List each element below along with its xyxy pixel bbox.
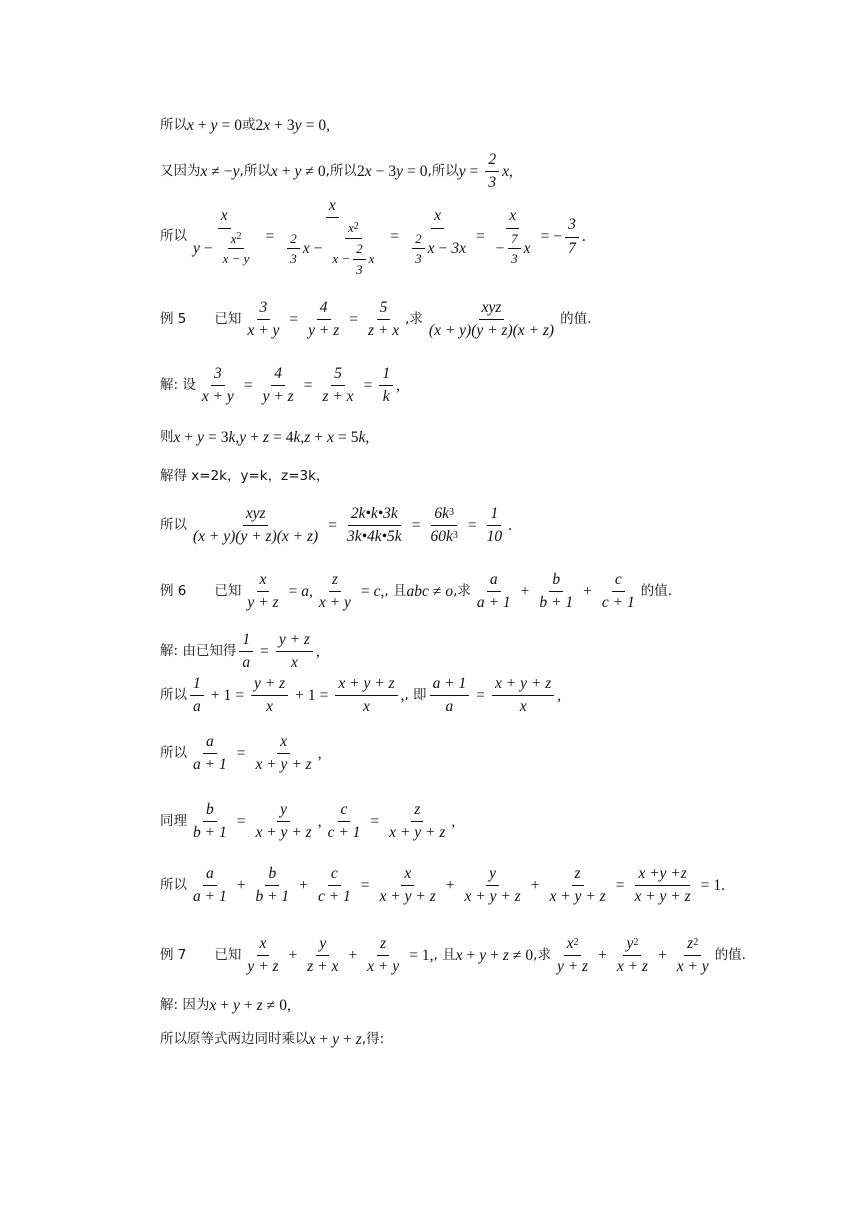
fraction: x − $\frac{7}{3}$ x — [494, 207, 531, 267]
solution-6-line-3: 所以 $\frac{a}{a + 1}$ = $\frac{x}{x + y + z}$ , — [160, 733, 322, 774]
text: 所以 — [160, 745, 187, 762]
text: ,求 — [405, 311, 423, 328]
line-2: 又因为 x ≠ − y ,所以 x + y ≠ 0 ,所以 2 x − 3 y = 0 ,所以 y = $\frac{2}{3}$ x , — [160, 151, 513, 192]
text: 所以 — [160, 687, 187, 704]
text: 所以 — [160, 228, 187, 245]
text: , 即 — [404, 687, 427, 704]
example-label: 例 7 — [160, 947, 187, 964]
text: 已知 — [214, 311, 242, 328]
text: 解: 因为 — [160, 997, 210, 1013]
solution-6-line-2: 所以 $\frac{1}{a}$ + 1 = $\frac{y + z}{x}$ + 1 = $\frac{x + y + z}{x}$ , , 即 $\frac{a + 1}{a}$ = $\frac{x + y + z}{x}$ , — [160, 675, 562, 716]
example-5: 例 5 已知 $\frac{3}{x + y}$ = $\frac{4}{y + z}$ = $\frac{5}{z + x}$ ,求 $\frac{\text{xyz}}{(x + y)(y + z)(x + z)}$ 的值. — [160, 299, 592, 340]
text: , 且 — [433, 947, 456, 964]
text: 的值. — [560, 311, 592, 328]
solution-5-line-1: 解: 设 $\frac{3}{x + y}$ = $\frac{4}{y + z}$ = $\frac{5}{z + x}$ = $\frac{1}{k}$ , — [160, 365, 400, 406]
text: 则 — [160, 429, 174, 445]
solution-7-line-1: 解: 因为 x + y + z ≠ 0 , — [160, 997, 291, 1014]
text: , 且 — [384, 583, 407, 600]
example-6: 例 6 已知 $\frac{x}{y + z}$ = a , $\frac{z}{x + y}$ = c , , 且 abc ≠ o ,求 $\frac{a}{a + 1}$ + $\frac{b}{b + 1}$ + $\frac{c}{c + 1}$ 的值. — [160, 571, 672, 612]
line-3: 所以 x y − x $^2$ x − y = x $\frac{2}{3}$ x − x $^2$ x − $\frac{2}{3}$ x = x $\frac{2}{3}$ x − 3x = x − $\frac{7}{3}$ x = − $\frac{3}{7}$ . — [160, 197, 586, 277]
text: 解: 由已知得 — [160, 643, 237, 660]
fraction: x $\frac{2}{3}$ x − x $^2$ x − $\frac{2}{3}$ x — [281, 198, 383, 276]
text: 同理 — [160, 813, 187, 830]
solution-5-line-3 — [160, 470, 329, 484]
solution-6-line-4: 同理 $\frac{b}{b + 1}$ = $\frac{y}{x + y + z}$ , $\frac{c}{c + 1}$ = $\frac{z}{x + y + z}$ , — [160, 801, 456, 842]
text: ,所以 — [427, 163, 459, 180]
fraction: $\frac{2}{3}$ — [485, 152, 499, 192]
text: ,得: — [361, 1031, 385, 1047]
solution-5-line-4: 所以 $\frac{\text{xyz}}{(x + y)(y + z)(x + z)}$ = $\frac{2k•k•3k}{3k•4k•5k}$ = 6k $^3$ 60k $^3$ = $\frac{1}{10}$ . — [160, 505, 512, 546]
text: 的值. — [714, 947, 746, 964]
solution-7-line-2: 所以原等式两边同时乘以 x + y + z ,得: — [160, 1031, 385, 1048]
text: 所以 — [160, 517, 187, 534]
text: 解得 x=2k，y=k，z=3k， — [160, 468, 330, 484]
text: ,求 — [533, 947, 551, 964]
fraction: x $\frac{2}{3}$ x − 3x — [406, 208, 469, 266]
text: 所以 — [160, 877, 187, 894]
solution-6-line-5: 所以 $\frac{a}{a + 1}$ + $\frac{b}{b + 1}$ + $\frac{c}{c + 1}$ = $\frac{x}{x + y + z}$ + $\frac{y}{x + y + z}$ + $\frac{z}{x + y + z}$ = $\frac{x +y +z}{x + y + z}$ = 1 . — [160, 865, 726, 906]
example-label: 例 5 — [160, 311, 187, 328]
text: 所以 — [160, 117, 187, 133]
solution-6-line-1: 解: 由已知得 $\frac{1}{a}$ = $\frac{y + z}{x}$ , — [160, 631, 320, 672]
text: 已知 — [214, 947, 242, 964]
example-label: 例 6 — [160, 583, 187, 600]
line-1: 所以 x + y = 0 或 2 x + 3 y = 0 , — [160, 117, 330, 134]
text: 解: 设 — [160, 377, 196, 394]
text: 又因为 — [160, 163, 201, 180]
text: 已知 — [214, 583, 242, 600]
example-7: 例 7 已知 $\frac{x}{y + z}$ + $\frac{y}{z + x}$ + $\frac{z}{x + y}$ = 1, , 且 x + y + z ≠ 0 ,求 x $^2$ y + z + y $^2$ x + z + z $^2$ x + y 的值. — [160, 935, 746, 976]
solution-5-line-2: 则 x + y = 3 k , y + z = 4 k , z + x = 5 k , — [160, 429, 370, 446]
text: 或 — [242, 117, 256, 133]
text: ,求 — [453, 583, 471, 600]
text: ,所以 — [239, 163, 271, 180]
text: 的值. — [640, 583, 672, 600]
fraction: $\frac{3}{7}$ — [565, 217, 579, 257]
text: ,所以 — [325, 163, 357, 180]
text: 所以原等式两边同时乘以 — [160, 1031, 309, 1047]
fraction: x y − x $^2$ x − y — [193, 207, 250, 267]
